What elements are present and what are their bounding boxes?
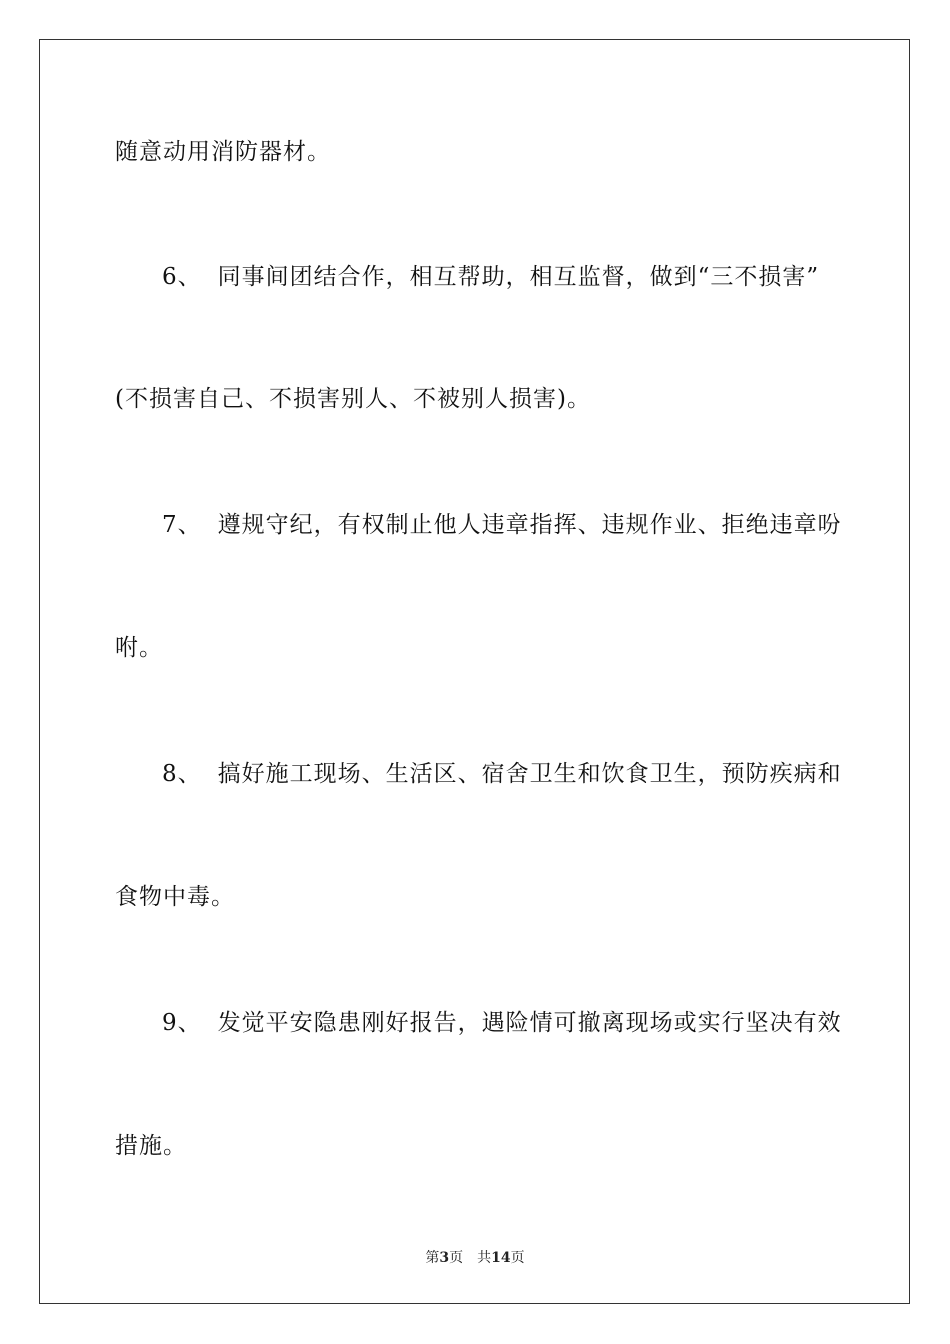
list-item-9 (162, 1008, 882, 1038)
item-number: 7、 (162, 512, 202, 538)
page-prefix: 第 (425, 1250, 440, 1266)
item-text: 搞好施工现场、生活区、宿舍卫生和饮食卫生，预防疾病和 (217, 761, 842, 787)
text-line-5 (115, 633, 835, 663)
item-number: 6、 (162, 264, 202, 290)
line-text: 食物中毒。 (115, 884, 235, 910)
page-suffix: 页 (449, 1250, 464, 1266)
list-item-6 (162, 262, 882, 292)
item-number: 9、 (162, 1010, 202, 1036)
page-border (39, 39, 910, 1304)
text-line-7 (115, 882, 835, 912)
item-text: 遵规守纪，有权制止他人违章指挥、违规作业、拒绝违章吩 (217, 512, 842, 538)
total-suffix: 页 (510, 1250, 525, 1266)
line-text: 措施。 (115, 1133, 187, 1159)
item-number: 8、 (162, 761, 202, 787)
line-text: 咐。 (115, 635, 163, 661)
total-prefix: 共 (477, 1250, 492, 1266)
item-text: 同事间团结合作，相互帮助，相互监督，做到“三不损害” (217, 264, 820, 290)
total-page-number: 14 (491, 1250, 511, 1266)
line-text: 随意动用消防器材。 (115, 139, 331, 165)
page-footer (0, 1249, 950, 1267)
text-line-3 (115, 384, 835, 414)
text-line-1 (115, 137, 835, 167)
line-text: (不损害自己、不损害别人、不被别人损害)。 (115, 386, 591, 412)
list-item-8 (162, 759, 882, 789)
list-item-7 (162, 510, 882, 540)
item-text: 发觉平安隐患刚好报告，遇险情可撤离现场或实行坚决有效 (217, 1010, 842, 1036)
text-line-9 (115, 1131, 835, 1161)
current-page-number: 3 (439, 1250, 450, 1266)
